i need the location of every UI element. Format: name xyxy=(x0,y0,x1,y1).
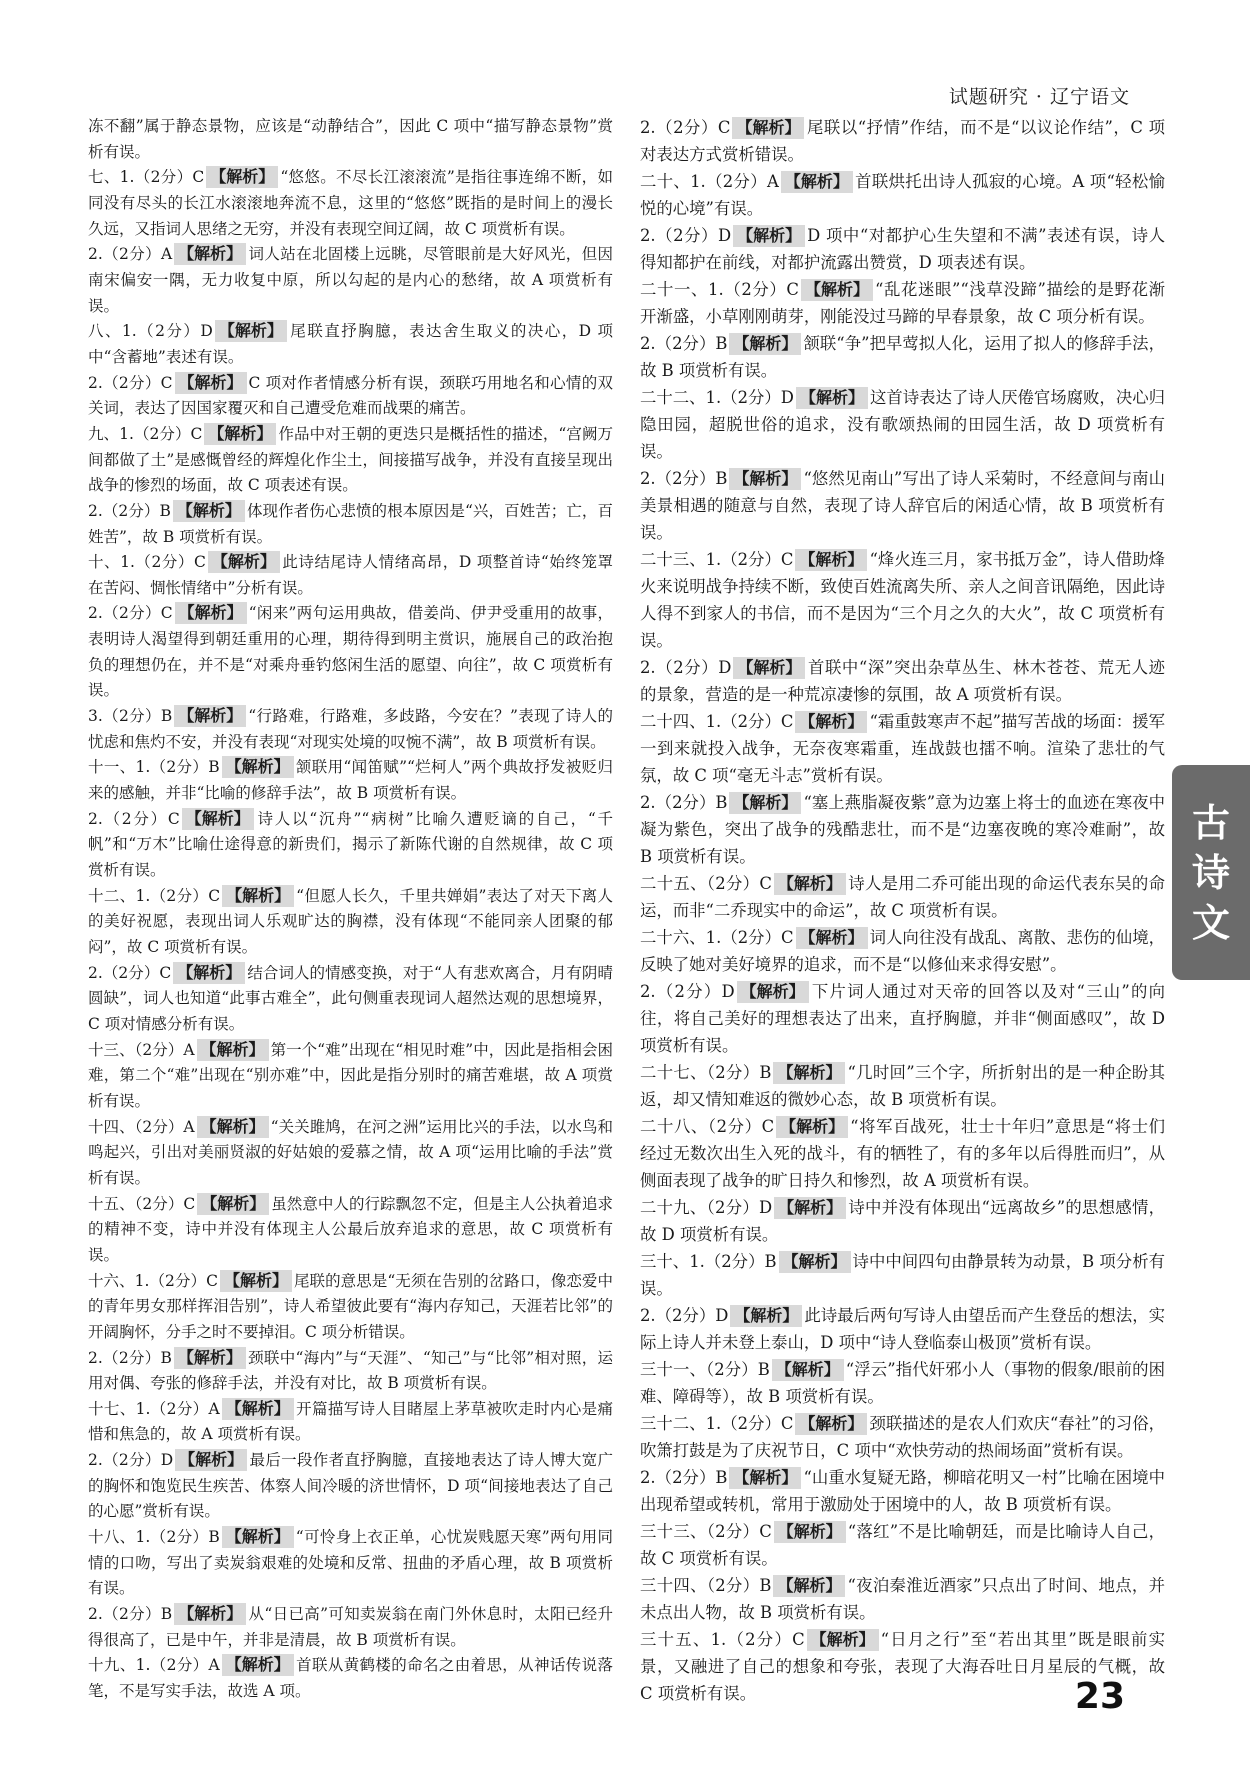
analysis-tag: 【解析】 xyxy=(208,551,280,573)
analysis-tag: 【解析】 xyxy=(729,468,801,490)
answer-text: “塞上燕脂凝夜紫”意为边塞上将士的血迹在寒夜中凝为紫色，突出了战争的残酷悲壮，而不是“边塞夜晚的寒冷难耐”，故 B 项赏析有误。 xyxy=(640,793,1165,866)
answer-entry xyxy=(640,1464,1165,1518)
answer-number: 十一、1.（2分）B xyxy=(88,758,220,777)
analysis-tag: 【解析】 xyxy=(729,333,801,355)
answer-entry xyxy=(640,654,1165,708)
answer-entry xyxy=(640,1356,1165,1410)
answer-number: 2.（2分）B xyxy=(88,501,171,520)
answer-text: 诗中并没有体现出“远离故乡”的思想感情，故 D 项赏析有误。 xyxy=(640,1198,1166,1244)
analysis-tag: 【解析】 xyxy=(174,705,246,727)
answer-number: 十三、（2分）A xyxy=(88,1040,195,1059)
answer-text: 颔联用“闻笛赋”“烂柯人”两个典故抒发被贬归来的感触，并非“比喻的修辞手法”，故 B 项赏析有误。 xyxy=(88,758,613,803)
answer-text: “悠然见南山”写出了诗人采菊时，不经意间与南山美景相遇的随意与自然，表现了诗人辞官后的闲适心情，故 B 项赏析有误。 xyxy=(640,469,1165,542)
answer-number: 二十一、1.（2分）C xyxy=(640,280,799,299)
answer-entry xyxy=(640,708,1165,789)
analysis-tag: 【解析】 xyxy=(175,372,247,394)
answer-text: 这首诗表达了诗人厌倦官场腐败，决心归隐田园，超脱世俗的追求，没有歌颂热闹的田园生活，故 D 项赏析有误。 xyxy=(640,388,1165,461)
answer-entry xyxy=(640,168,1165,222)
answer-entry xyxy=(640,978,1165,1059)
analysis-tag: 【解析】 xyxy=(737,981,809,1003)
answer-entry xyxy=(640,1059,1165,1113)
answer-text: 词人站在北固楼上远眺，尽管眼前是大好风光，但因南宋偏安一隅，无力收复中原，所以勾起的是内心的愁绪，故 A 项赏析有误。 xyxy=(88,245,613,315)
analysis-tag: 【解析】 xyxy=(173,962,245,984)
answer-text: 下片词人通过对天帝的回答以及对“三山”的向往，将自己美好的理想表达了出来，直抒胸臆，并非“侧面感叹”，故 D 项赏析有误。 xyxy=(640,982,1165,1055)
answer-text: 结合词人的情感变换，对于“人有悲欢离合，月有阴晴圆缺”，词人也知道“此事古难全”，此句侧重表现词人超然达观的思想境界，C 项对情感分析有误。 xyxy=(88,963,613,1033)
answer-number: 十、1.（2分）C xyxy=(88,553,206,572)
answer-entry xyxy=(640,870,1165,924)
analysis-tag: 【解析】 xyxy=(220,1270,292,1292)
header-title: 试题研究 · 辽宁语文 xyxy=(948,86,1130,108)
answer-text: 颈联描述的是农人们欢庆“春社”的习俗，吹箫打鼓是为了庆祝节日，C 项中“欢快劳动的热闹场面”赏析有误。 xyxy=(640,1414,1165,1460)
answer-number: 2.（2分）B xyxy=(640,793,728,812)
analysis-tag: 【解析】 xyxy=(173,500,245,522)
answer-entry xyxy=(88,371,613,422)
answer-text: “山重水复疑无路，柳暗花明又一村”比喻在困境中出现希望或转机，常用于激励处于困境中的人，故 B 项赏析有误。 xyxy=(640,1468,1165,1514)
page-number: 23 xyxy=(1074,1676,1125,1717)
answer-number: 2.（2分）C xyxy=(88,604,173,623)
answer-entry xyxy=(88,1269,613,1346)
answer-number: 2.（2分）D xyxy=(640,226,732,245)
answer-text: “日月之行”至“若出其里”既是眼前实景，又融进了自己的想象和夸张，表现了大海吞吐日月星辰的气概，故 C 项赏析有误。 xyxy=(640,1630,1165,1703)
answer-number: 八、1.（2分）D xyxy=(88,322,213,341)
answer-entry xyxy=(640,1194,1165,1248)
answer-number: 2.（2分）C xyxy=(88,809,180,828)
answer-entry xyxy=(88,165,613,242)
analysis-tag: 【解析】 xyxy=(175,602,247,624)
answer-text: 词人向往没有战乱、离散、悲伤的仙境，反映了她对美好境界的追求，而不是“以修仙来求得安慰”。 xyxy=(640,928,1165,974)
answer-text: 第一个“难”出现在“相见时难”中，因此是指相会困难，第二个“难”出现在“别亦难”中，因此是指分别时的痛苦难堪，故 A 项赏析有误。 xyxy=(88,1040,613,1110)
analysis-tag: 【解析】 xyxy=(796,927,868,949)
answer-text: 尾联直抒胸臆，表达舍生取义的决心，D 项中“含蓄地”表述有误。 xyxy=(88,322,614,366)
answer-text: “浮云”指代奸邪小人（事物的假象/眼前的困难、障碍等），故 B 项赏析有误。 xyxy=(640,1360,1166,1406)
answer-text: D 项中“对都护心生失望和不满”表述有误，诗人得知都护在前线，对都护流露出赞赏，D 项表述有误。 xyxy=(640,226,1165,272)
answer-entry xyxy=(88,755,613,806)
answer-entry xyxy=(88,114,613,165)
answer-text: 颔联“争”把早莺拟人化，运用了拟人的修辞手法，故 B 项赏析有误。 xyxy=(640,334,1165,380)
answer-text: 颈联中“海内”与“天涯”、“知己”与“比邻”相对照，运用对偶、夸张的修辞手法，并没有对比，故 B 项赏析有误。 xyxy=(88,1348,613,1393)
analysis-tag: 【解析】 xyxy=(174,243,246,265)
analysis-tag: 【解析】 xyxy=(729,792,801,814)
analysis-tag: 【解析】 xyxy=(779,1251,851,1273)
answer-text: 最后一段作者直抒胸臆，直接地表达了诗人博大宽广的胸怀和饱览民生疾苦、体察人间冷暖的济世情怀，D 项“间接地表达了自己的心愿”赏析有误。 xyxy=(88,1451,613,1521)
answer-entry xyxy=(640,1302,1165,1356)
answer-number: 二十七、（2分）B xyxy=(640,1063,772,1082)
answer-text: “乱花迷眼”“浅草没蹄”描绘的是野花渐开渐盛，小草刚刚萌芽，刚能没过马蹄的早春景象，故 C 项分析有误。 xyxy=(640,280,1165,326)
answer-entry xyxy=(88,499,613,550)
answer-text: 此诗结尾诗人情绪高昂，D 项整首诗“始终笼罩在苦闷、惆怅情绪中”分析有误。 xyxy=(88,553,613,597)
answer-entry xyxy=(640,384,1165,465)
answer-entry xyxy=(88,1038,613,1115)
answer-text: “关关雎鸠，在河之洲”运用比兴的手法，以水鸟和鸣起兴，引出对美丽贤淑的好姑娘的爱慕之情，故 A 项“运用比喻的手法”赏析有误。 xyxy=(88,1117,613,1187)
answer-text: 诗人是用二乔可能出现的命运代表东吴的命运，而非“二乔现实中的命运”，故 C 项赏析有误。 xyxy=(640,874,1165,920)
answer-entry xyxy=(640,1248,1165,1302)
answer-text: 此诗最后两句写诗人由望岳而产生登岳的想法，实际上诗人并未登上泰山，D 项中“诗人登临泰山极顶”赏析有误。 xyxy=(640,1306,1165,1352)
answer-entry xyxy=(640,789,1165,870)
answer-text: 从“日已高”可知卖炭翁在南门外休息时，太阳已经升得很高了，已是中午，并非是清晨，故 B 项赏析有误。 xyxy=(88,1605,613,1649)
answer-entry xyxy=(88,704,613,755)
answer-text: 首联中“深”突出杂草丛生、林木苍苍、荒无人迹的景象，营造的是一种荒凉凄惨的氛围，故 A 项赏析有误。 xyxy=(640,658,1165,704)
analysis-tag: 【解析】 xyxy=(175,1449,247,1471)
answer-number: 三十二、1.（2分）C xyxy=(640,1414,794,1433)
answer-number: 十九、1.（2分）A xyxy=(88,1656,220,1675)
answer-text: “将军百战死，壮士十年归”意思是“将士们经过无数次出生入死的战斗，有的牺牲了，有的多年以后得胜而归”，从侧面表现了战争的旷日持久和惨烈，故 A 项赏析有误。 xyxy=(640,1117,1165,1190)
answer-text: “可怜身上衣正单，心忧炭贱愿天寒”两句用同情的口吻，写出了卖炭翁艰难的处境和反常、扭曲的矛盾心理，故 B 项赏析有误。 xyxy=(88,1528,613,1598)
analysis-tag: 【解析】 xyxy=(773,1062,845,1084)
analysis-tag: 【解析】 xyxy=(197,1193,269,1215)
answer-text: “霜重鼓寒声不起”描写苦战的场面：援军一到来就投入战争，无奈夜寒霜重，连战鼓也擂不响。渲染了悲壮的气氛，故 C 项“毫无斗志”赏析有误。 xyxy=(640,712,1165,785)
answer-number: 二十二、1.（2分）D xyxy=(640,388,794,407)
answer-entry xyxy=(640,330,1165,384)
answer-number: 二十三、1.（2分）C xyxy=(640,550,794,569)
answer-entry xyxy=(88,1192,613,1269)
answer-text: 尾联的意思是“无须在告别的岔路口，像恋爱中的青年男女那样挥泪告别”，诗人希望彼此要有“海内存知己，天涯若比邻”的开阔胸怀，分手之时不要掉泪。C 项分析错误。 xyxy=(88,1271,613,1341)
answer-entry xyxy=(640,114,1165,168)
answer-entry xyxy=(88,884,613,961)
analysis-tag: 【解析】 xyxy=(222,1398,294,1420)
analysis-tag: 【解析】 xyxy=(774,1197,846,1219)
answer-text: 虽然意中人的行踪飘忽不定，但是主人公执着追求的精神不变，诗中并没有体现主人公最后放弃追求的意思，故 C 项赏析有误。 xyxy=(88,1194,613,1264)
side-tab-char: 诗 xyxy=(1191,850,1230,895)
answer-number: 十八、1.（2分）B xyxy=(88,1528,220,1547)
answer-entry xyxy=(640,222,1165,276)
side-tab-char: 文 xyxy=(1191,900,1230,945)
answer-number: 十七、1.（2分）A xyxy=(88,1399,220,1418)
analysis-tag: 【解析】 xyxy=(774,1521,846,1543)
answer-entry xyxy=(88,422,613,499)
answer-number: 二十八、（2分）C xyxy=(640,1117,775,1136)
answer-number: 2.（2分）C xyxy=(88,963,172,982)
answer-entry xyxy=(88,807,613,884)
analysis-tag: 【解析】 xyxy=(222,885,294,907)
analysis-tag: 【解析】 xyxy=(174,1603,246,1625)
answer-text: “行路难，行路难，多歧路，今安在？”表现了诗人的忧虑和焦灼不安，并没有表现“对现实处境的叹惋不满”，故 B 项赏析有误。 xyxy=(88,707,613,751)
answer-entry xyxy=(88,1525,613,1602)
analysis-tag: 【解析】 xyxy=(772,1359,844,1381)
answer-text: “但愿人长久，千里共婵娟”表达了对天下离人的美好祝愿，表现出词人乐观旷达的胸襟，没有体现“不能同亲人团聚的郁闷”，故 C 项赏析有误。 xyxy=(88,886,613,956)
answer-text: “闲来”两句运用典故，借姜尚、伊尹受重用的故事，表明诗人渴望得到朝廷重用的心理，期待得到明主赏识，施展自己的政治抱负的理想仍在，并不是“对乘舟垂钓悠闲生活的愿望、向往”，故 C 项赏析有误。 xyxy=(88,604,613,700)
answer-entry xyxy=(88,1397,613,1448)
answer-text: 诗人以“沉舟”“病树”比喻久遭贬谪的自己，“千帆”和“万木”比喻仕途得意的新贵们，揭示了新陈代谢的自然规律，故 C 项赏析有误。 xyxy=(88,809,613,880)
answer-number: 2.（2分）B xyxy=(640,334,728,353)
section-side-tab xyxy=(1172,765,1250,980)
answer-text: 体现作者伤心悲愤的根本原因是“兴，百姓苦；亡，百姓苦”，故 B 项赏析有误。 xyxy=(88,501,613,546)
analysis-tag: 【解析】 xyxy=(732,117,804,139)
answer-entry xyxy=(88,319,613,370)
answer-number: 二十五、（2分）C xyxy=(640,874,772,893)
analysis-tag: 【解析】 xyxy=(222,1654,294,1676)
answer-entry xyxy=(88,550,613,601)
answer-number: 三十五、1.（2分）C xyxy=(640,1630,805,1649)
answer-number: 3.（2分）B xyxy=(88,707,173,726)
answer-number: 2.（2分）C xyxy=(88,373,173,392)
answer-number: 十二、1.（2分）C xyxy=(88,886,221,905)
answer-number: 九、1.（2分）C xyxy=(88,424,203,443)
answer-text: 作品中对王朝的更迭只是概括性的描述，“宫阙万间都做了土”是感慨曾经的辉煌化作尘土，间接描写战争，并没有直接呈现出战争的惨烈的场面，故 C 项表述有误。 xyxy=(88,424,613,495)
answer-entry xyxy=(640,1572,1165,1626)
answer-text: “夜泊秦淮近酒家”只点出了时间、地点，并未点出人物，故 B 项赏析有误。 xyxy=(640,1576,1165,1622)
answer-text: 冻不翻”属于静态景物，应该是“动静结合”，因此 C 项中“描写静态景物”赏析有误。 xyxy=(88,117,613,161)
answer-entry xyxy=(88,1602,613,1653)
answer-entry xyxy=(88,1115,613,1192)
analysis-tag: 【解析】 xyxy=(795,1413,867,1435)
answer-text: 首联从黄鹤楼的命名之由着思，从神话传说落笔，不是写实手法，故选 A 项。 xyxy=(88,1656,613,1701)
analysis-tag: 【解析】 xyxy=(781,171,853,193)
answer-entry xyxy=(640,1518,1165,1572)
analysis-tag: 【解析】 xyxy=(807,1629,879,1651)
analysis-tag: 【解析】 xyxy=(776,1116,848,1138)
analysis-tag: 【解析】 xyxy=(729,1467,801,1489)
right-column xyxy=(640,114,1165,1707)
answer-text: 首联烘托出诗人孤寂的心境。A 项“轻松愉悦的心境”有误。 xyxy=(640,172,1165,218)
answer-number: 2.（2分）B xyxy=(640,1468,728,1487)
answer-number: 2.（2分）B xyxy=(640,469,728,488)
answer-number: 2.（2分）D xyxy=(88,1451,174,1470)
analysis-tag: 【解析】 xyxy=(206,166,278,188)
answer-number: 2.（2分）A xyxy=(88,245,173,264)
analysis-tag: 【解析】 xyxy=(774,873,846,895)
answer-entry xyxy=(640,1113,1165,1194)
analysis-tag: 【解析】 xyxy=(801,279,873,301)
analysis-tag: 【解析】 xyxy=(197,1116,269,1138)
answer-text: “落红”不是比喻朝廷，而是比喻诗人自己，故 C 项赏析有误。 xyxy=(640,1522,1165,1568)
analysis-tag: 【解析】 xyxy=(730,1305,802,1327)
answer-number: 2.（2分）D xyxy=(640,1306,729,1325)
analysis-tag: 【解析】 xyxy=(222,1526,294,1548)
answer-text: 开篇描写诗人目睹屋上茅草被吹走时内心是痛惜和焦急的，故 A 项赏析有误。 xyxy=(88,1399,613,1444)
analysis-tag: 【解析】 xyxy=(733,225,805,247)
answer-text: 诗中中间四句由静景转为动景，B 项分析有误。 xyxy=(640,1252,1165,1298)
answer-number: 2.（2分）C xyxy=(640,118,731,137)
analysis-tag: 【解析】 xyxy=(773,1575,845,1597)
answer-number: 二十、1.（2分）A xyxy=(640,172,779,191)
answer-entry xyxy=(88,1653,613,1704)
answer-number: 三十三、（2分）C xyxy=(640,1522,772,1541)
answer-number: 七、1.（2分）C xyxy=(88,168,205,187)
answer-text: “烽火连三月，家书抵万金”，诗人借助烽火来说明战争持续不断，致使百姓流离失所、亲人之间音讯隔绝，因此诗人得不到家人的书信，而不是因为“三个月之久的大火”，故 C 项赏析有误。 xyxy=(640,550,1165,650)
answer-text: C 项对作者情感分析有误，颈联巧用地名和心情的双关词，表达了因国家覆灭和自己遭受危难而战栗的痛苦。 xyxy=(88,373,613,418)
answer-number: 二十九、（2分）D xyxy=(640,1198,773,1217)
answer-number: 十六、1.（2分）C xyxy=(88,1271,218,1290)
answer-number: 2.（2分）D xyxy=(640,982,735,1001)
answer-number: 十五、（2分）C xyxy=(88,1194,196,1213)
left-column xyxy=(88,114,613,1705)
answer-number: 2.（2分）B xyxy=(88,1348,172,1367)
answer-text: “悠悠。不尽长江滚滚流”是指往事连绵不断，如同没有尽头的长江水滚滚地奔流不息，这里的“悠悠”既指的是时间上的漫长久远，又指词人思绪之无穷，并没有表现空间辽阔，故 C 项赏析有误。 xyxy=(88,168,613,238)
analysis-tag: 【解析】 xyxy=(795,711,867,733)
analysis-tag: 【解析】 xyxy=(204,423,276,445)
analysis-tag: 【解析】 xyxy=(796,387,868,409)
answer-entry xyxy=(640,276,1165,330)
answer-entry xyxy=(88,961,613,1038)
answer-number: 三十、1.（2分）B xyxy=(640,1252,777,1271)
answer-number: 2.（2分）B xyxy=(88,1605,173,1624)
answer-entry xyxy=(88,601,613,704)
answer-entry xyxy=(640,924,1165,978)
analysis-tag: 【解析】 xyxy=(795,549,867,571)
answer-entry xyxy=(88,242,613,319)
answer-number: 三十一、（2分）B xyxy=(640,1360,770,1379)
answer-entry xyxy=(88,1448,613,1525)
analysis-tag: 【解析】 xyxy=(197,1039,269,1061)
answer-number: 二十六、1.（2分）C xyxy=(640,928,794,947)
answer-number: 二十四、1.（2分）C xyxy=(640,712,794,731)
analysis-tag: 【解析】 xyxy=(174,1347,246,1369)
answer-text: “几时回”三个字，所折射出的是一种企盼其返，却又情知难返的微妙心态，故 B 项赏析有误。 xyxy=(640,1063,1165,1109)
answer-text: 尾联以“抒情”作结，而不是“以议论作结”，C 项对表达方式赏析错误。 xyxy=(640,118,1165,164)
answer-entry xyxy=(640,1410,1165,1464)
answer-entry xyxy=(640,465,1165,546)
analysis-tag: 【解析】 xyxy=(733,657,805,679)
answer-number: 十四、（2分）A xyxy=(88,1117,195,1136)
side-tab-char: 古 xyxy=(1191,800,1230,845)
answer-entry xyxy=(640,546,1165,654)
analysis-tag: 【解析】 xyxy=(182,808,254,830)
answer-number: 三十四、（2分）B xyxy=(640,1576,772,1595)
analysis-tag: 【解析】 xyxy=(222,756,294,778)
answer-entry xyxy=(88,1346,613,1397)
analysis-tag: 【解析】 xyxy=(215,320,287,342)
answer-number: 2.（2分）D xyxy=(640,658,732,677)
